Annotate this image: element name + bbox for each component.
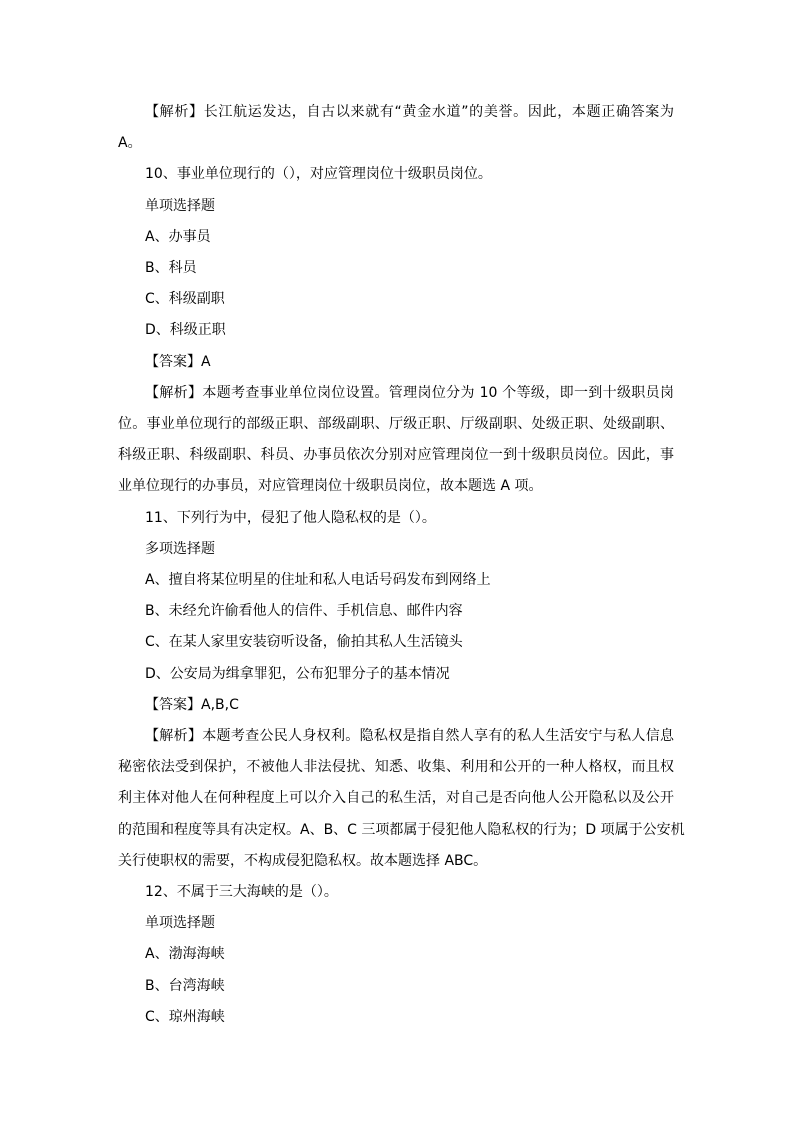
q11-answer: 【答案】A,B,C	[145, 696, 239, 713]
q11-option-b: B、未经允许偷看他人的信件、手机信息、邮件内容	[145, 603, 463, 620]
q10-analysis-line: 业单位现行的办事员，对应管理岗位十级职员岗位，故本题选 A 项。	[118, 478, 543, 495]
q10-analysis-line: 位。事业单位现行的部级正职、部级副职、厅级正职、厅级副职、处级正职、处级副职、	[118, 416, 674, 433]
q10-option-b: B、科员	[145, 260, 197, 277]
q11-type: 多项选择题	[145, 540, 215, 557]
q10-option-a: A、办事员	[145, 228, 211, 245]
q11-option-c: C、在某人家里安装窃听设备，偷拍其私人生活镜头	[145, 634, 463, 651]
q10-option-d: D、科级正职	[145, 322, 226, 339]
q10-analysis-line: 【解析】本题考查事业单位岗位设置。管理岗位分为 10 个等级，即一到十级职员岗	[145, 384, 674, 401]
q12-option-b: B、台湾海峡	[145, 977, 225, 994]
q11-option-d: D、公安局为缉拿罪犯，公布犯罪分子的基本情况	[145, 665, 450, 682]
q11-analysis-line: 的范围和程度等具有决定权。A、B、C 三项都属于侵犯他人隐私权的行为；D 项属于公安机	[118, 821, 685, 838]
q9-analysis-line: A。	[118, 135, 142, 152]
q11-analysis-line: 【解析】本题考查公民人身权利。隐私权是指自然人享有的私人生活安宁与私人信息	[145, 728, 674, 745]
q10-question: 10、事业单位现行的（），对应管理岗位十级职员岗位。	[145, 166, 492, 183]
q12-question: 12、不属于三大海峡的是（）。	[145, 884, 338, 901]
q10-option-c: C、科级副职	[145, 291, 225, 308]
q12-option-c: C、琼州海峡	[145, 1008, 225, 1025]
q10-answer: 【答案】A	[145, 353, 211, 370]
q11-analysis-line: 利主体对他人在何种程度上可以介入自己的私生活，对自己是否向他人公开隐私以及公开	[118, 790, 674, 807]
q9-analysis-line: 【解析】长江航运发达，自古以来就有“黄金水道”的美誉。因此，本题正确答案为	[145, 104, 674, 120]
q10-analysis-line: 科级正职、科级副职、科员、办事员依次分别对应管理岗位一到十级职员岗位。因此，事	[118, 447, 674, 464]
q11-question: 11、下列行为中，侵犯了他人隐私权的是（）。	[145, 509, 436, 526]
q10-type: 单项选择题	[145, 197, 215, 214]
document-page	[118, 97, 685, 1033]
q12-type: 单项选择题	[145, 915, 215, 932]
q11-analysis-line: 秘密依法受到保护，不被他人非法侵扰、知悉、收集、利用和公开的一种人格权，而且权	[118, 759, 674, 776]
q11-option-a: A、擅自将某位明星的住址和私人电话号码发布到网络上	[145, 572, 491, 589]
q11-analysis-line: 关行使职权的需要，不构成侵犯隐私权。故本题选择 ABC。	[118, 852, 488, 869]
q12-option-a: A、渤海海峡	[145, 946, 225, 963]
